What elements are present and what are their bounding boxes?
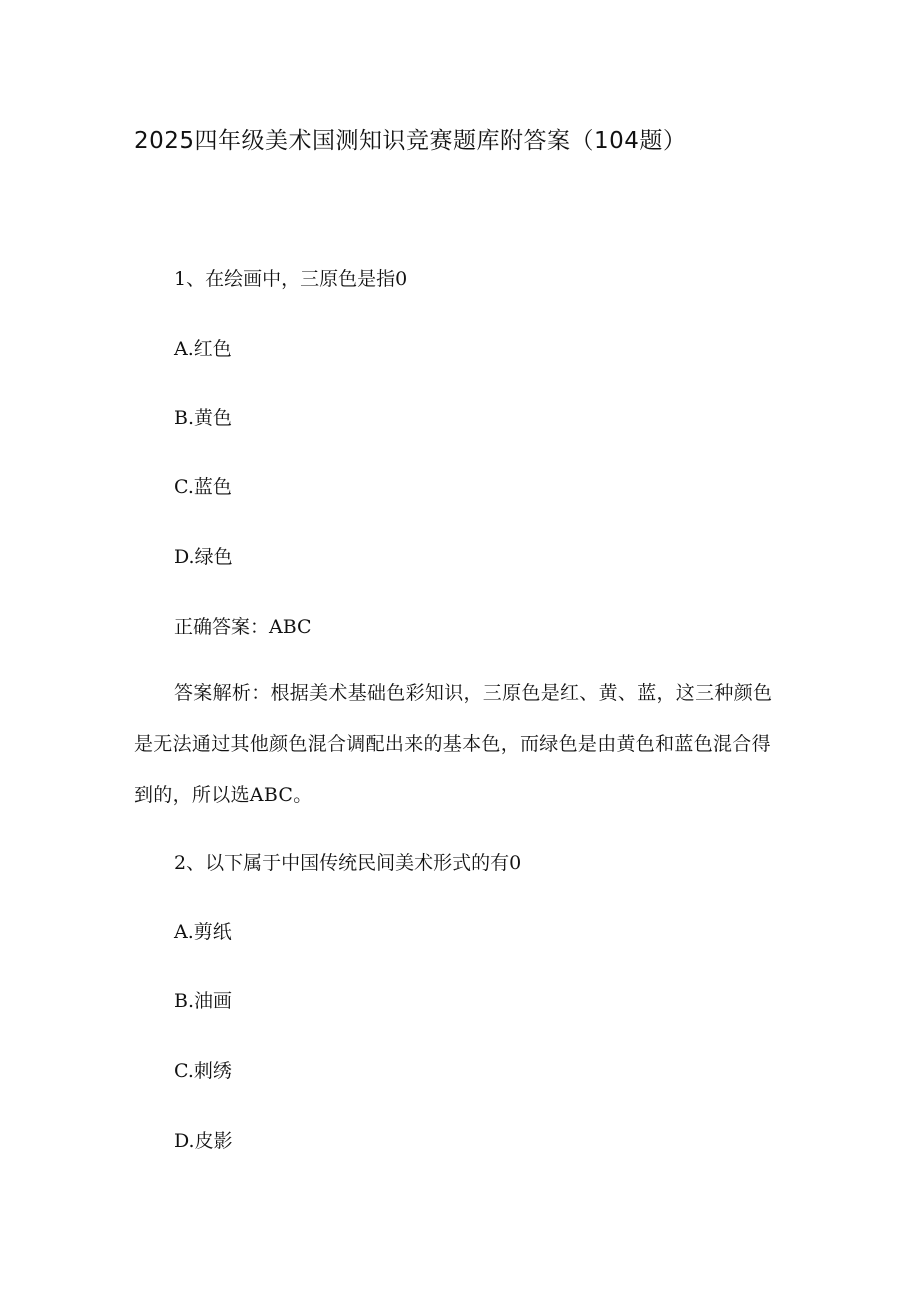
question-1-option-a: A.红色: [174, 338, 232, 360]
explanation-line-2: 是无法通过其他颜色混合调配出来的基本色，而绿色是由黄色和蓝色混合得: [134, 733, 771, 755]
explanation-line-1: 答案解析：根据美术基础色彩知识，三原色是红、黄、蓝，这三种颜色: [174, 682, 773, 704]
question-1-option-d: D.绿色: [174, 546, 233, 568]
question-1-option-c: C.蓝色: [174, 476, 232, 498]
question-1-explanation: [134, 668, 794, 821]
question-2-option-a: A.剪纸: [174, 921, 232, 943]
question-2-option-c: C.刺绣: [174, 1060, 232, 1082]
question-1-answer: 正确答案：ABC: [174, 616, 312, 638]
question-2-option-b: B.油画: [174, 990, 233, 1012]
question-1-stem: 1、在绘画中，三原色是指0: [174, 268, 408, 290]
question-2-stem: 2、以下属于中国传统民间美术形式的有0: [174, 852, 522, 874]
question-1-option-b: B.黄色: [174, 407, 233, 429]
question-2-option-d: D.皮影: [174, 1130, 233, 1152]
document-title: 2025四年级美术国测知识竞赛题库附答案（104题）: [134, 128, 687, 154]
explanation-line-3: 到的，所以选ABC。: [134, 784, 313, 806]
